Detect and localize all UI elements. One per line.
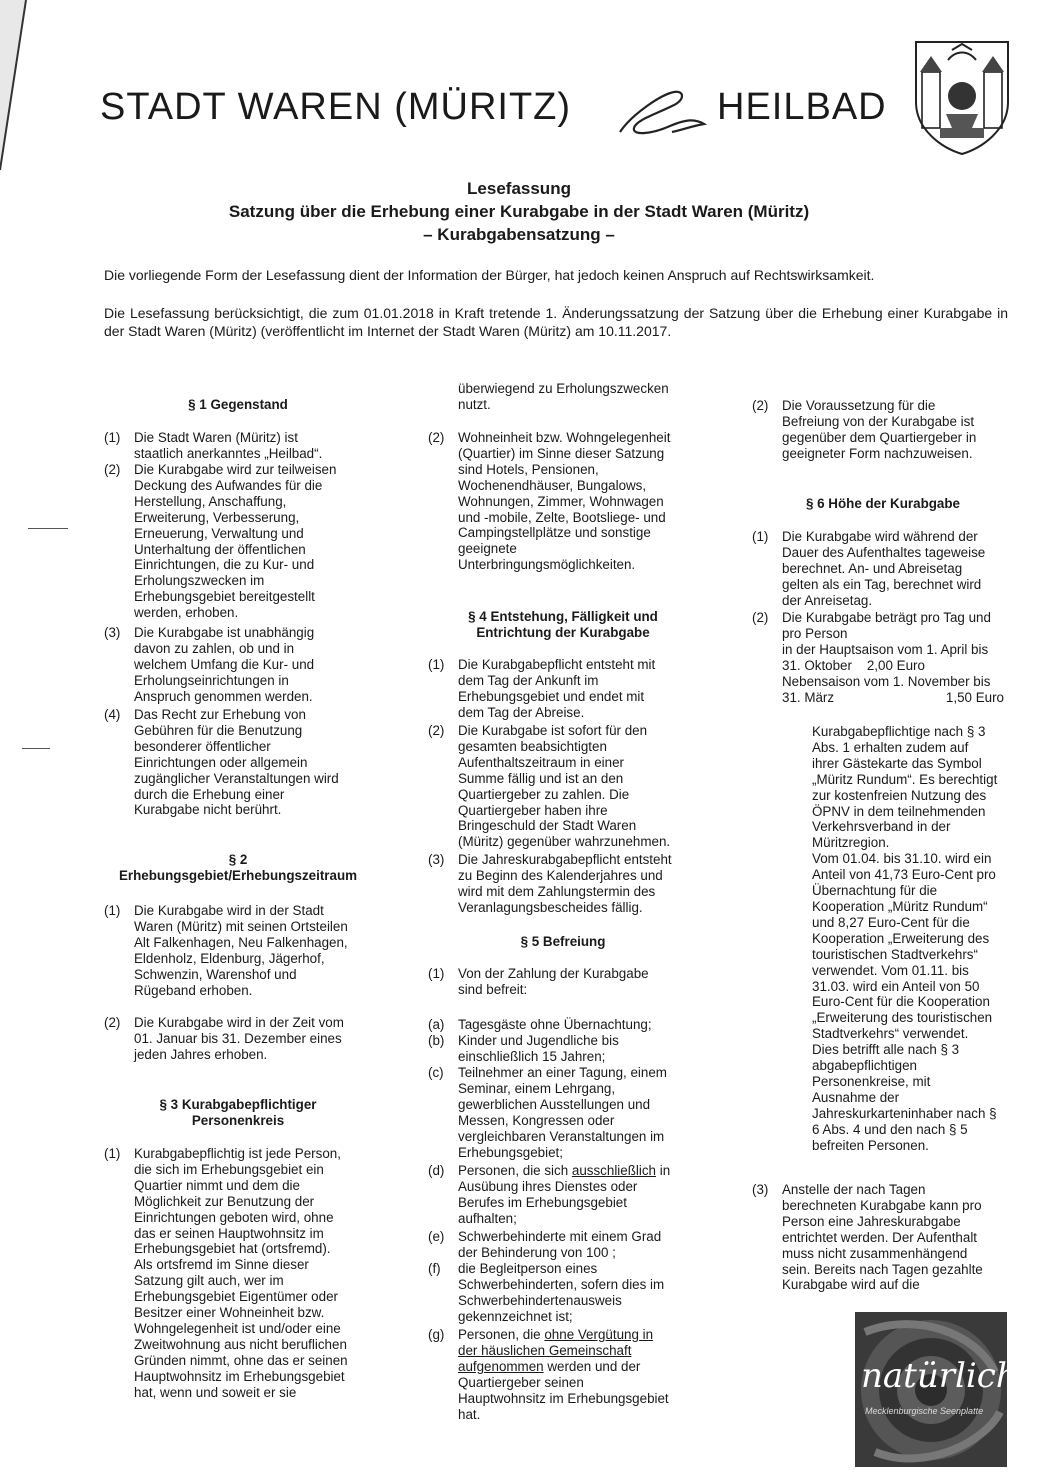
rate-row	[782, 690, 1004, 706]
section-1-heading: § 1 Gegenstand	[188, 397, 288, 412]
underlined-term: ohne Vergütung in der häuslichen Gemeinschaft aufgenommen	[458, 1327, 654, 1374]
doc-label: Lesefassung	[467, 179, 571, 198]
header-heilbad: HEILBAD	[717, 86, 887, 128]
intro-amendment-note: Die Lesefassung berücksichtigt, die zum 01.01.2018 in Kraft tretende 1. Änderungssatzung der Satzung über die Erhebung einer Kurabgabe in der Stadt Waren (Müritz) (veröffentlicht im Internet der Stadt Waren (Müritz) am 10.11.2017.	[104, 305, 1008, 339]
section-6-heading: § 6 Höhe der Kurabgabe	[805, 496, 961, 511]
section-4-heading: § 4 Entstehung, Fälligkeit und	[468, 609, 658, 624]
page-corner-fold	[0, 0, 70, 180]
margin-mark	[28, 528, 68, 529]
rate-value: 1,50 Euro	[945, 690, 1004, 705]
natuerlich-logo	[855, 1312, 1032, 1467]
section-5-heading: § 5 Befreiung	[520, 934, 606, 949]
section-3-heading: § 3 Kurabgabepflichtiger	[159, 1097, 317, 1112]
swash-logo-icon	[612, 84, 712, 138]
doc-subtitle: – Kurabgabensatzung –	[423, 225, 615, 244]
doc-title: Satzung über die Erhebung einer Kurabgabe in der Stadt Waren (Müritz)	[228, 202, 810, 221]
logo-tagline: Mecklenburgische Seenplatte	[865, 1406, 984, 1416]
section-2-heading-number: § 2	[228, 852, 248, 867]
rate-details: Kurabgabepflichtige nach § 3 Abs. 1 erhalten zudem auf ihrer Gästekarte das Symbol „Müritz Rundum“. Es berechtigt zur kostenfreien Nutzung des ÖPNV in dem teilnehmenden Verkehrsverband in der Müritzregion. Vom 01.04. bis 31.10. wird ein Anteil von 41,73 Euro-Cent pro Übernachtung für die Kooperation „Müritz Rundum“ und 8,27 Euro-Cent für die Kooperation „Erweiterung des touristischen Stadtverkehrs“ verwendet. Vom 01.11. bis 31.03. wird ein Anteil von 50 Euro-Cent für die Kooperation „Erweiterung des touristischen Stadtverkehrs“ verwendet. Dies betrifft alle nach § 3 abgabepflichtigen Personenkreise, mit Ausnahme der Jahreskurkarteninhaber nach § 6 Abs. 4 und den nach § 5 befreiten Personen.	[812, 724, 998, 1153]
rate-label: 31. März	[782, 690, 835, 705]
section-4-heading-b: Entrichtung der Kurabgabe	[476, 625, 650, 640]
section-3-heading-b: Personenkreis	[191, 1113, 285, 1128]
city-crest-icon	[912, 38, 1012, 156]
margin-mark	[22, 748, 50, 749]
section-2-heading: Erhebungsgebiet/Erhebungszeitraum	[118, 868, 358, 883]
header-city-name: STADT WAREN (MÜRITZ)	[100, 86, 572, 128]
continued-text: überwiegend zu Erholungszwecken nutzt.	[458, 381, 669, 412]
intro-disclaimer: Die vorliegende Form der Lesefassung dient der Information der Bürger, hat jedoch keinen Anspruch auf Rechtswirksamkeit.	[104, 267, 875, 283]
underlined-term: ausschließlich	[571, 1163, 656, 1178]
logo-wordmark: natürlich!	[861, 1356, 1032, 1396]
